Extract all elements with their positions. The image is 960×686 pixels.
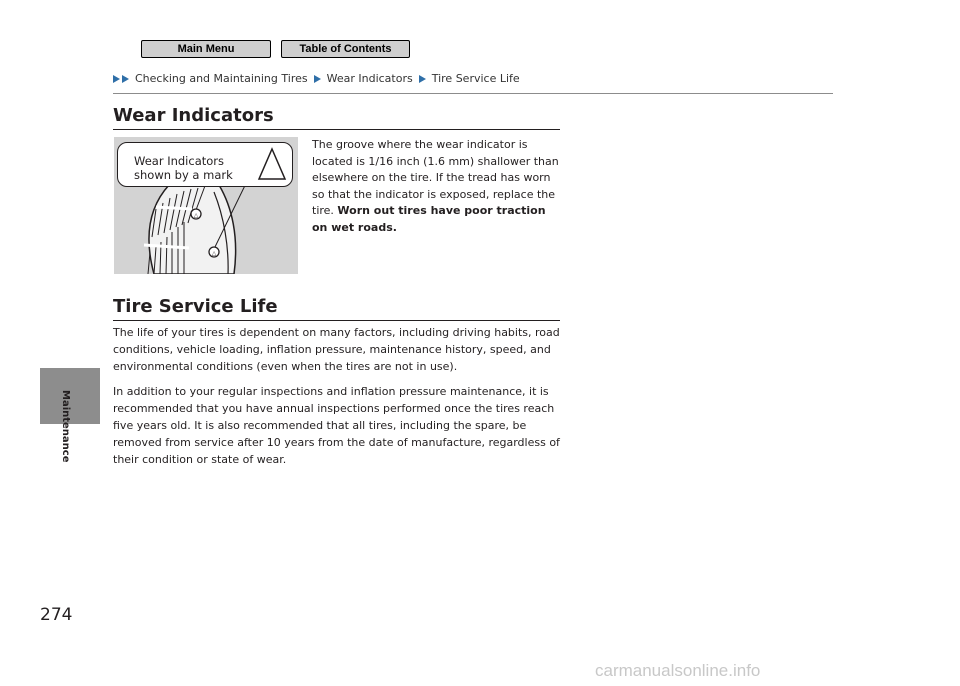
- tire-service-life-heading: Tire Service Life: [113, 296, 278, 317]
- breadcrumb-item-tire-service-life[interactable]: Tire Service Life: [431, 72, 520, 85]
- tire-wear-indicator-illustration: [114, 137, 298, 274]
- wear-indicators-description: [312, 137, 562, 236]
- figure-caption-line2: shown by a mark: [134, 168, 233, 182]
- watermark: carmanualsonline.info: [595, 661, 761, 680]
- breadcrumb-arrow-icon: [122, 75, 129, 83]
- svg-text:△: △: [193, 212, 199, 219]
- breadcrumb: [113, 72, 522, 85]
- breadcrumb-arrow-icon: [314, 75, 321, 83]
- svg-text:△: △: [211, 250, 217, 257]
- tire-service-life-paragraph-2: In addition to your regular inspections and inflation pressure maintenance, it is recommended that you have annual inspections performed once the tires reach five years old. It is also recommended that all tires, including the spare, be removed from service after 10 years from the date of manufacture, regardless of their condition or state of wear.: [113, 385, 560, 466]
- wear-indicator-markers: [114, 137, 298, 274]
- tire-service-life-divider: [113, 320, 560, 321]
- figure-caption-line1: Wear Indicators: [134, 154, 225, 168]
- section-label: Maintenance: [60, 390, 71, 463]
- breadcrumb-item-wear-indicators[interactable]: Wear Indicators: [326, 72, 413, 85]
- wear-indicators-body: The groove where the wear indicator is located is 1/16 inch (1.6 mm) shallower than elsewhere on the tire. If the tread has worn so that the indicator is exposed, replace the tire.: [312, 138, 559, 217]
- tire-service-life-paragraph-1: The life of your tires is dependent on many factors, including driving habits, road conditions, vehicle loading, inflation pressure, maintenance history, speed, and environmental conditions (even when the tires are not in use).: [113, 326, 560, 373]
- header-divider: [113, 93, 833, 94]
- breadcrumb-arrow-icon: [113, 75, 120, 83]
- page-number: 274: [40, 605, 73, 625]
- breadcrumb-item-checking-tires[interactable]: Checking and Maintaining Tires: [135, 72, 308, 85]
- table-of-contents-button[interactable]: Table of Contents: [281, 40, 410, 58]
- breadcrumb-arrow-icon: [419, 75, 426, 83]
- main-menu-button[interactable]: Main Menu: [141, 40, 271, 58]
- wear-indicators-warning: Worn out tires have poor traction on wet roads.: [312, 204, 546, 234]
- wear-indicators-divider: [113, 129, 560, 130]
- wear-indicators-heading: Wear Indicators: [113, 105, 274, 126]
